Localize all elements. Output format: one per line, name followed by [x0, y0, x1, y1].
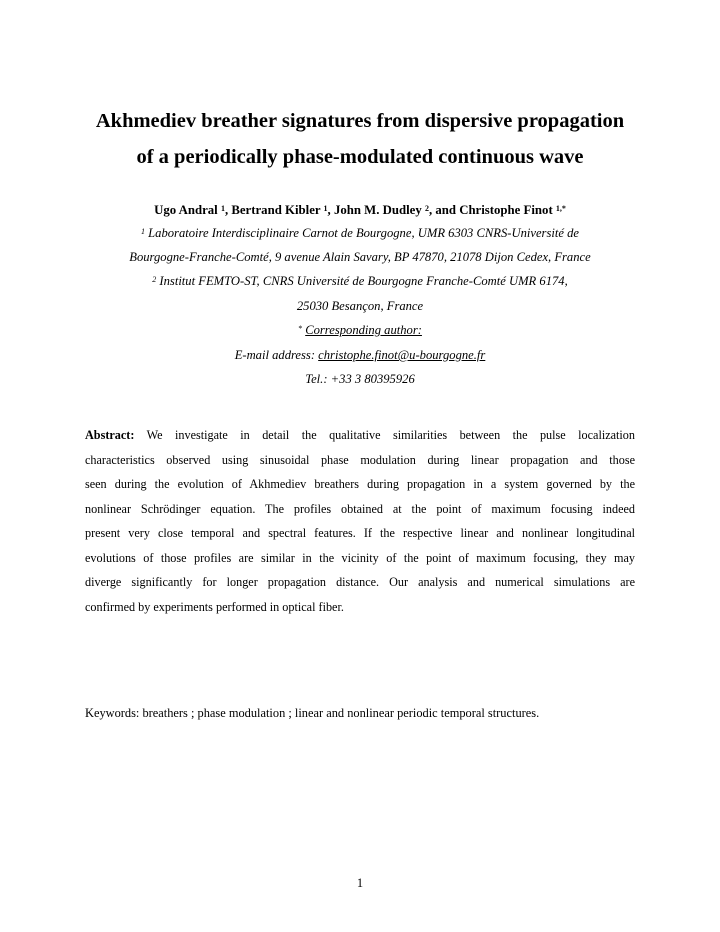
affiliation-text: Institut FEMTO-ST, CNRS Université de Bourgogne Franche-Comté UMR 6174,	[159, 274, 568, 288]
page-number: 1	[356, 876, 364, 890]
affiliation-marker: 1	[141, 227, 145, 236]
abstract-line: characteristics observed using sinusoidal phase modulation during linear propagation and those	[85, 452, 635, 467]
corresponding-author-label: Corresponding author:	[305, 323, 422, 337]
author-list	[60, 204, 660, 217]
author-affiliation-marker: 1,*	[555, 204, 566, 213]
author-name: John M. Dudley	[333, 203, 422, 217]
email-line	[60, 349, 660, 362]
author-separator: ,	[224, 203, 232, 217]
affiliation-text: Laboratoire Interdisciplinaire Carnot de Bourgogne, UMR 6303 CNRS-Université de	[148, 226, 579, 240]
author-name: Ugo Andral	[154, 203, 218, 217]
author-separator: ,	[327, 203, 334, 217]
email-label: E-mail address:	[234, 348, 319, 362]
abstract-line: evolutions of those profiles are similar in the vicinity of the point of maximum focusing, they may	[85, 550, 635, 565]
abstract-text: We investigate in detail the qualitative similarities between the pulse localization	[134, 428, 635, 442]
author-affiliation-marker: 1	[220, 204, 225, 213]
author-name: Christophe Finot	[459, 203, 553, 217]
author-name: Bertrand Kibler	[231, 203, 321, 217]
paper-title-line-2: of a periodically phase-modulated continuous wave	[136, 146, 584, 168]
affiliation-1-line-1	[60, 227, 660, 240]
abstract-line: present very close temporal and spectral features. If the respective linear and nonlinear longitudinal	[85, 526, 635, 540]
author-affiliation-marker: 2	[424, 204, 429, 213]
affiliation-2-line-2: 25030 Besançon, France	[296, 299, 424, 313]
author-separator: , and	[428, 203, 460, 217]
affiliation-1-line-2: Bourgogne-Franche-Comté, 9 avenue Alain Savary, BP 47870, 21078 Dijon Cedex, France	[129, 250, 591, 264]
keywords-line: Keywords: breathers ; phase modulation ; linear and nonlinear periodic temporal structures.	[85, 706, 540, 720]
abstract-line: diverge significantly for longer propagation distance. Our analysis and numerical simulations are	[85, 575, 635, 589]
abstract-line: seen during the evolution of Akhmediev breathers during propagation in a system governed by the	[85, 477, 635, 491]
affiliation-2-line-1	[60, 275, 660, 288]
abstract-block	[85, 423, 635, 619]
author-affiliation-marker: 1	[323, 204, 328, 213]
telephone-line: Tel.: +33 3 80395926	[305, 372, 415, 386]
email-link[interactable]: christophe.finot@u-bourgogne.fr	[318, 348, 486, 362]
abstract-label: Abstract:	[85, 428, 135, 442]
corresponding-author-line	[60, 324, 660, 337]
paper-title-line-1: Akhmediev breather signatures from dispersive propagation	[95, 110, 625, 132]
corresponding-marker: *	[298, 324, 303, 333]
abstract-line: confirmed by experiments performed in optical fiber.	[85, 599, 344, 614]
abstract-line	[85, 423, 635, 448]
affiliation-marker: 2	[152, 275, 157, 284]
abstract-line: nonlinear Schrödinger equation. The profiles obtained at the point of maximum focusing indeed	[85, 501, 635, 516]
